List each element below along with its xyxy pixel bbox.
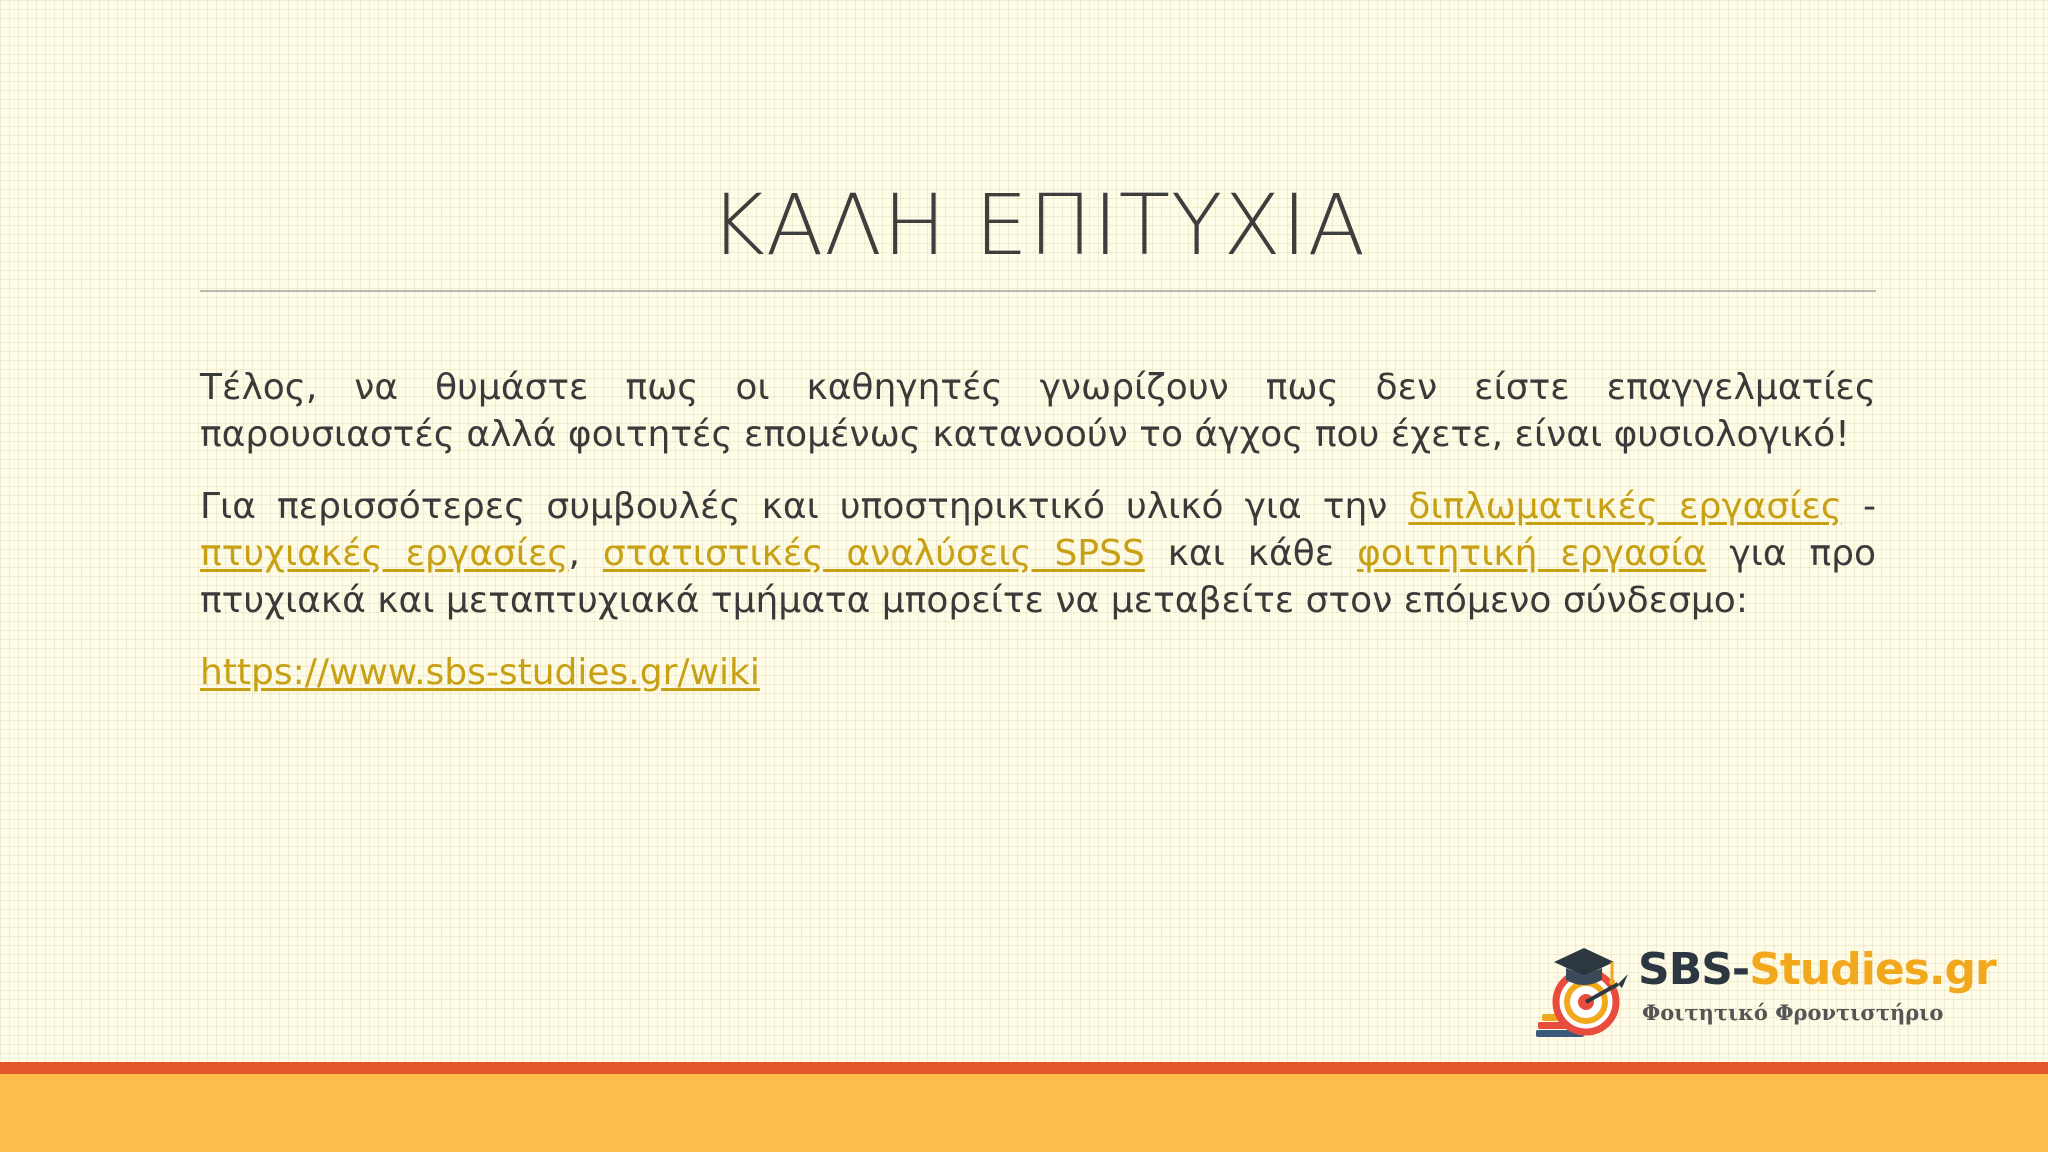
title-divider xyxy=(200,290,1876,292)
graduation-target-books-icon xyxy=(1536,940,1632,1040)
paragraph-text-5: για προ πτυχιακά και μεταπτυχιακά τμήματα μπορείτε να μεταβείτε στον επόμενο σύνδεσμο: xyxy=(200,533,1877,621)
slide-body xyxy=(200,364,1876,721)
logo-brand-part-2: Studies.gr xyxy=(1749,944,1996,995)
link-ptyxiakes-ergasies[interactable]: πτυχιακές εργασίες xyxy=(200,533,569,574)
link-foititiki-ergasia[interactable]: φοιτητική εργασία xyxy=(1357,533,1707,574)
paragraph-text-3: , xyxy=(568,533,603,574)
paragraph-text-2: - xyxy=(1842,486,1877,527)
paragraph-url xyxy=(200,649,1876,696)
wiki-url-link[interactable]: https://www.sbs-studies.gr/wiki xyxy=(200,652,760,693)
link-diplomatikes-ergasies[interactable]: διπλωματικές εργασίες xyxy=(1408,486,1842,527)
slide-title: ΚΑΛΗ ΕΠΙΤΥΧΙΑ xyxy=(709,176,1367,274)
sbs-studies-logo xyxy=(1536,940,2006,1040)
logo-subtitle: Φοιτητικό Φροντιστήριο xyxy=(1642,1000,1944,1025)
paragraph-text-4: και κάθε xyxy=(1144,533,1358,574)
paragraph-resources xyxy=(200,483,1876,624)
logo-brand-name xyxy=(1638,942,1996,998)
footer-stripe-orange xyxy=(0,1074,2048,1152)
paragraph-text-1: Για περισσότερες συμβουλές και υποστηρικτικό υλικό για την xyxy=(200,486,1409,527)
logo-brand-part-1: SBS- xyxy=(1638,944,1750,995)
paragraph-reminder: Τέλος, να θυμάστε πως οι καθηγητές γνωρίζουν πως δεν είστε επαγγελματίες παρουσιαστές αλλά φοιτητές επομένως κατανοούν το άγχος που έχετε, είναι φυσιολογικό! xyxy=(200,367,1876,455)
link-statistikes-analyseis-spss[interactable]: στατιστικές αναλύσεις SPSS xyxy=(602,533,1145,574)
footer-stripe-red xyxy=(0,1062,2048,1074)
